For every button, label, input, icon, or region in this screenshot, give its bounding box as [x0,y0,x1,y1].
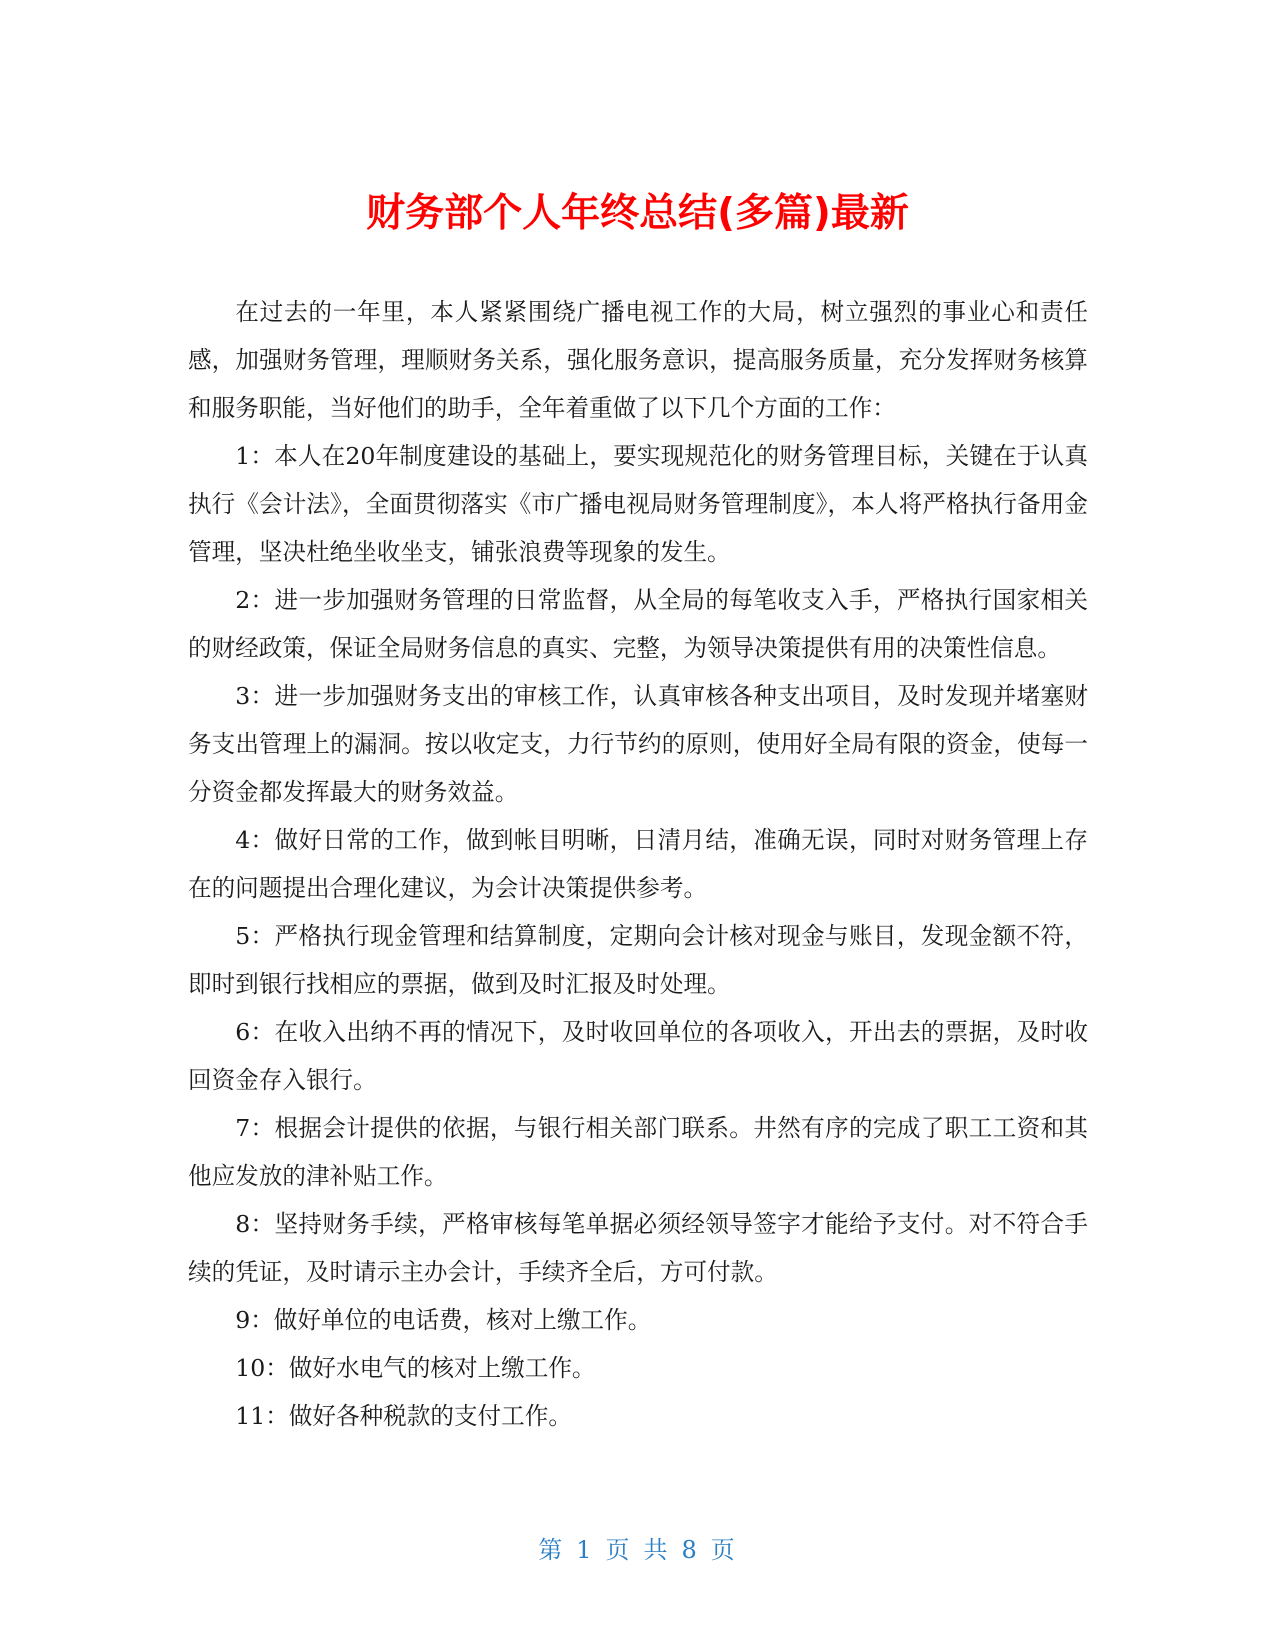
footer-total-pages: 8 [681,1536,699,1564]
paragraph-item-10: 10：做好水电气的核对上缴工作。 [235,1354,596,1382]
paragraph-item-6: 6：在收入出纳不再的情况下，及时收回单位的各项收入，开出去的票据，及时收回资金存入银行。 [188,1018,1088,1094]
paragraph-intro: 在过去的一年里，本人紧紧围绕广播电视工作的大局，树立强烈的事业心和责任感，加强财务管理，理顺财务关系，强化服务意识，提高服务质量，充分发挥财务核算和服务职能，当好他们的助手，全年着重做了以下几个方面的工作： [188,298,1088,422]
footer-total-label: 共 [643,1536,670,1564]
footer-total-unit: 页 [710,1536,737,1564]
page-footer [0,1534,1275,1566]
paragraph-item-1: 1：本人在20年制度建设的基础上，要实现规范化的财务管理目标，关键在于认真执行《会计法》，全面贯彻落实《市广播电视局财务管理制度》，本人将严格执行备用金管理，坚决杜绝坐收坐支，铺张浪费等现象的发生。 [188,442,1088,566]
paragraph-item-2: 2：进一步加强财务管理的日常监督，从全局的每笔收支入手，严格执行国家相关的财经政策，保证全局财务信息的真实、完整，为领导决策提供有用的决策性信息。 [188,586,1088,662]
paragraph-item-9: 9：做好单位的电话费，核对上缴工作。 [235,1306,652,1334]
paragraph-item-5: 5：严格执行现金管理和结算制度，定期向会计核对现金与账目，发现金额不符，即时到银行找相应的票据，做到及时汇报及时处理。 [188,922,1088,998]
paragraph-item-3: 3：进一步加强财务支出的审核工作，认真审核各种支出项目，及时发现并堵塞财务支出管理上的漏洞。按以收定支，力行节约的原则，使用好全局有限的资金，使每一分资金都发挥最大的财务效益。 [188,682,1088,806]
paragraph-item-7: 7：根据会计提供的依据，与银行相关部门联系。井然有序的完成了职工工资和其他应发放的津补贴工作。 [188,1114,1088,1190]
document-body [188,288,1088,1440]
footer-current-page: 1 [576,1536,594,1564]
paragraph-item-4: 4：做好日常的工作，做到帐目明晰，日清月结，准确无误，同时对财务管理上存在的问题提出合理化建议，为会计决策提供参考。 [188,826,1088,902]
footer-page-unit: 页 [605,1536,632,1564]
paragraph-item-11: 11：做好各种税款的支付工作。 [235,1402,572,1430]
page-title: 财务部个人年终总结(多篇)最新 [366,191,909,237]
paragraph-item-8: 8：坚持财务手续，严格审核每笔单据必须经领导签字才能给予支付。对不符合手续的凭证，及时请示主办会计，手续齐全后，方可付款。 [188,1210,1088,1286]
footer-page-label: 第 [538,1536,565,1564]
